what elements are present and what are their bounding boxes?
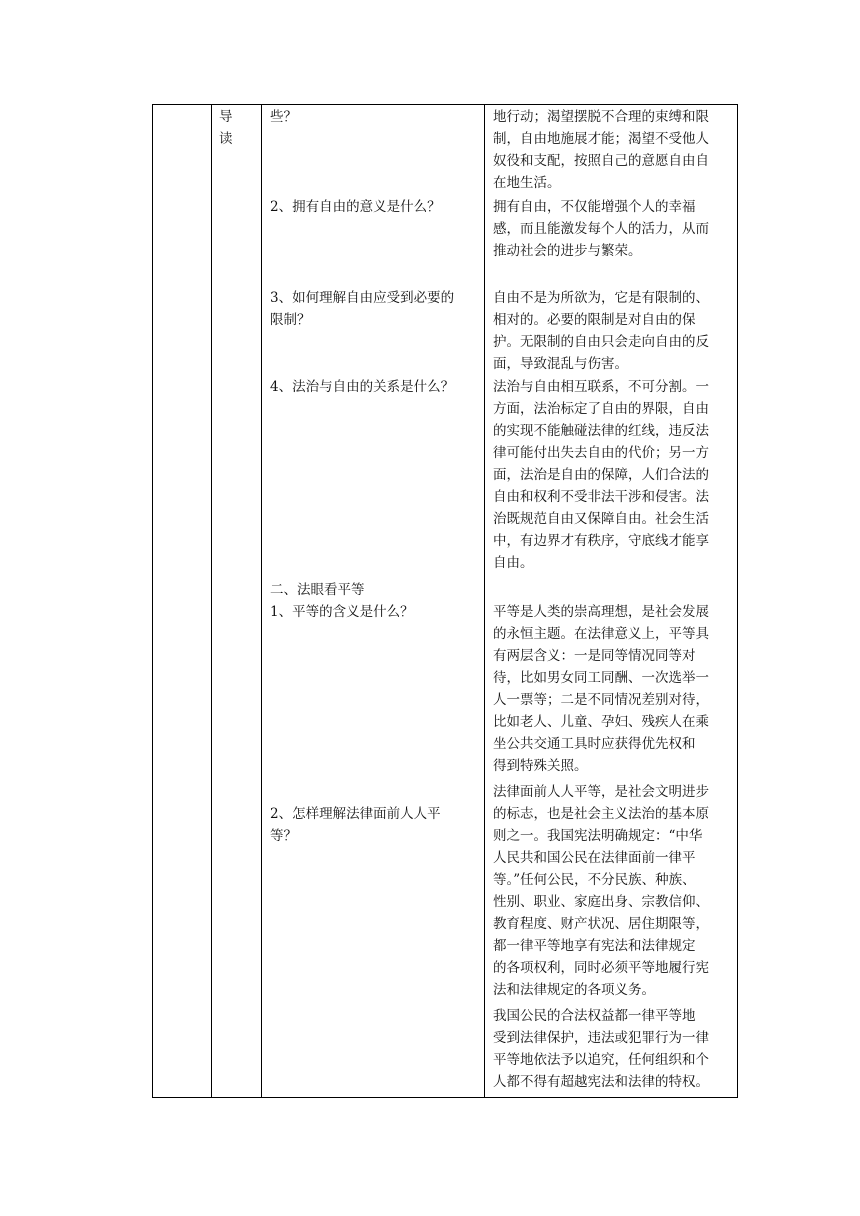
answer-cell: 我国公民的合法权益都一律平等地 受到法律保护，违法或犯罪行为一律 平等地依法予以追究，任何组织和个 人都不得有超越宪法和法律的特权。 [493, 1008, 709, 1090]
question-cell: 1、平等的含义是什么？ [270, 604, 414, 620]
question-cell: 些？ [270, 109, 297, 125]
answer-cell: 法律面前人人平等，是社会文明进步 的标志，也是社会主义法治的基本原 则之一。我国宪法明确规定：“中华 人民共和国公民在法律面前一律平 等。”任何公民，不分民族、种族、 性别、职业、家庭出身、宗教信仰、 教育程度、财产状况、居住期限等， 都一律平等地享有宪法和法律规定 的各项权利，同时必须平等地履行宪 法和法律规定的各项义务。 [493, 784, 709, 998]
column-divider-3 [484, 104, 485, 1098]
column-divider-2 [261, 104, 262, 1098]
answer-cell: 自由不是为所欲为，它是有限制的、 相对的。必要的限制是对自由的保 护。无限制的自由只会走向自由的反 面，导致混乱与伤害。 [493, 290, 709, 372]
answer-cell: 拥有自由，不仅能增强个人的幸福 感，而且能激发每个人的活力，从而 推动社会的进步与繁荣。 [493, 199, 709, 259]
column-divider-1 [211, 104, 212, 1098]
question-cell: 2、怎样理解法律面前人人平 等？ [270, 806, 441, 844]
section-heading: 二、法眼看平等 [270, 582, 365, 598]
side-label: 导 读 [219, 109, 233, 147]
question-cell: 2、拥有自由的意义是什么？ [270, 199, 441, 215]
answer-cell: 平等是人类的崇高理想，是社会发展 的永恒主题。在法律意义上，平等具 有两层含义：一是同等情况同等对 待，比如男女同工同酬、一次选举一 人一票等；二是不同情况差别对待， 比如老人、儿童、孕妇、残疾人在乘 坐公共交通工具时应获得优先权和 得到特殊关照。 [493, 604, 709, 774]
answer-cell: 地行动；渴望摆脱不合理的束缚和限 制，自由地施展才能；渴望不受他人 奴役和支配，按照自己的意愿自由自 在地生活。 [493, 109, 709, 191]
answer-cell: 法治与自由相互联系，不可分割。一 方面，法治标定了自由的界限，自由 的实现不能触碰法律的红线，违反法 律可能付出失去自由的代价；另一方 面，法治是自由的保障，人们合法的 自由和权利不受非法干涉和侵害。法 治既规范自由又保障自由。社会生活 中，有边界才有秩序，守底线才能享 自由。 [493, 379, 709, 571]
question-cell: 4、法治与自由的关系是什么？ [270, 379, 455, 395]
question-cell: 3、如何理解自由应受到必要的 限制？ [270, 290, 455, 328]
